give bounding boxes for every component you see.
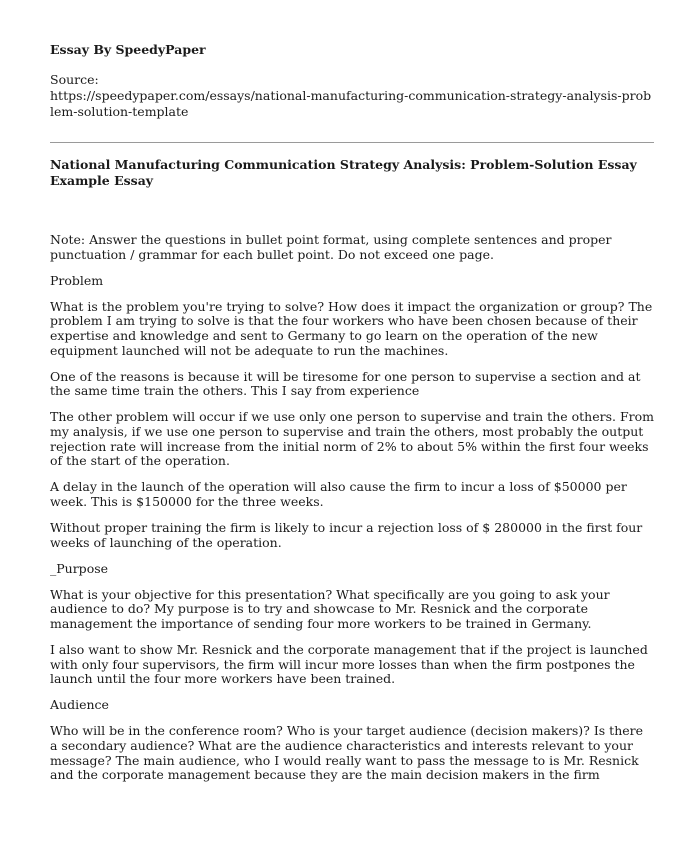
section-heading-purpose: _Purpose xyxy=(50,560,109,576)
body-paragraph: I also want to show Mr. Resnick and the corporate management that if the project is launched with only four supervisors, the firm will incur more losses than when the firm postpones the launch until the four more workers have been trained. xyxy=(50,641,648,687)
source-label: Source: xyxy=(50,72,99,87)
body-paragraph: Who will be in the conference room? Who is your target audience (decision makers)? Is there a secondary audience? What are the audience characteristics and interests relevant to your message? The main audience, who I would really want to pass the message to is Mr. Resnick and the corporate management because they are the main decision makers in the firm xyxy=(50,723,644,783)
header-title: Essay By SpeedyPaper xyxy=(50,42,206,57)
essay-body xyxy=(50,233,654,783)
section-heading-audience: Audience xyxy=(50,697,109,713)
body-paragraph: The other problem will occur if we use only one person to supervise and train the others. From my analysis, if we use one person to supervise and train the others, most probably the output rejection rate will increase from the initial norm of 2% to about 5% within the first four weeks of the start of the operation. xyxy=(50,409,654,469)
body-paragraph: What is your objective for this presentation? What specifically are you going to ask your audience to do? My purpose is to try and showcase to Mr. Resnick and the corporate management the importance of sending four more workers to be trained in Germany. xyxy=(50,586,610,631)
note-paragraph: Note: Answer the questions in bullet point format, using complete sentences and proper punctuation / grammar for each bullet point. Do not exceed one page. xyxy=(50,232,612,262)
document-page xyxy=(50,42,654,794)
body-paragraph: One of the reasons is because it will be tiresome for one person to supervise a section and at the same time train the others. This I say from experience xyxy=(50,368,641,399)
body-paragraph: Without proper training the firm is likely to incur a rejection loss of $ 280000 in the first four weeks of launching of the operation. xyxy=(50,519,643,550)
divider xyxy=(50,142,654,143)
source-url: https://speedypaper.com/essays/national-manufacturing-communication-strategy-analysis-problem-solution-template xyxy=(50,88,652,119)
body-paragraph: A delay in the launch of the operation will also cause the firm to incur a loss of $50000 per week. This is $150000 for the three weeks. xyxy=(50,479,627,509)
body-paragraph: What is the problem you're trying to solve? How does it impact the organization or group? The problem I am trying to solve is that the four workers who have been chosen because of their expertise and knowledge and sent to Germany to go learn on the operation of the new equipment launched will not be adequate to run the machines. xyxy=(50,298,653,358)
essay-title: National Manufacturing Communication Strategy Analysis: Problem-Solution Essay Example Essay xyxy=(50,157,637,188)
section-heading-problem: Problem xyxy=(50,272,104,288)
